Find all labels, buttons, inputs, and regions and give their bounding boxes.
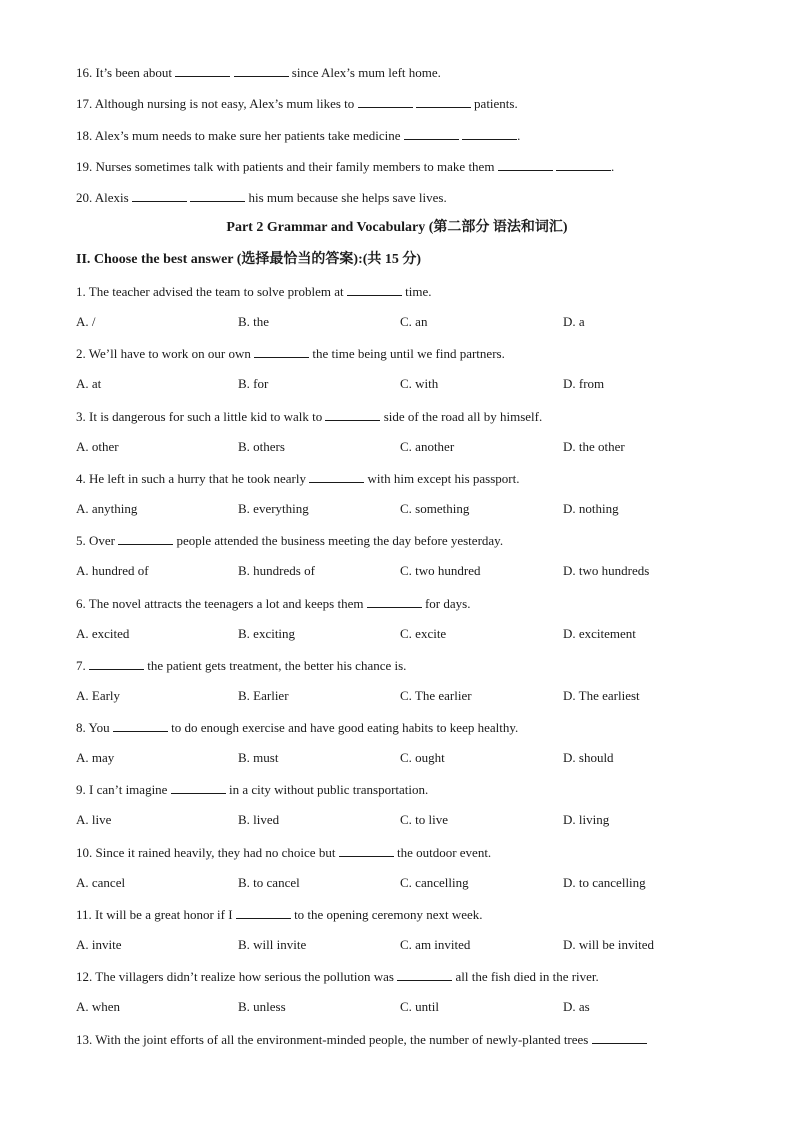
option-a[interactable]: A. / bbox=[76, 314, 96, 329]
answer-blank[interactable] bbox=[254, 345, 309, 358]
option-c[interactable]: C. another bbox=[400, 438, 455, 454]
answer-blank[interactable] bbox=[171, 781, 226, 794]
answer-blank[interactable] bbox=[397, 968, 452, 981]
option-a[interactable]: A. anything bbox=[76, 500, 138, 516]
option-c[interactable]: C. cancelling bbox=[400, 874, 469, 890]
option-a[interactable]: A. live bbox=[76, 812, 112, 828]
question-12: 12. The villagers didn’t realize how serious the pollution was all the fish died in the river. bbox=[76, 969, 599, 985]
option-b[interactable]: B. others bbox=[238, 438, 285, 454]
option-c[interactable]: C. with bbox=[400, 376, 439, 392]
answer-blank[interactable] bbox=[113, 719, 168, 732]
option-b[interactable]: B. lived bbox=[238, 812, 280, 828]
section-2-title: II. Choose the best answer (选择最恰当的答案):(共 15 分) bbox=[76, 252, 422, 267]
answer-blank[interactable] bbox=[234, 64, 289, 77]
question-10: 10. Since it rained heavily, they had no choice but the outdoor event. bbox=[76, 844, 492, 860]
option-d[interactable]: D. excitement bbox=[563, 625, 636, 641]
question-19: 19. Nurses sometimes talk with patients and their family members to make them . bbox=[76, 159, 615, 174]
question-8: 8. You to do enough exercise and have good eating habits to keep healthy. bbox=[76, 720, 519, 736]
answer-blank[interactable] bbox=[89, 657, 144, 670]
option-d[interactable]: D. a bbox=[563, 314, 585, 329]
answer-blank[interactable] bbox=[339, 844, 394, 857]
option-d[interactable]: D. from bbox=[563, 376, 605, 392]
answer-blank[interactable] bbox=[236, 906, 291, 919]
question-16: 16. It’s been about since Alex’s mum left home. bbox=[76, 65, 441, 80]
answer-blank[interactable] bbox=[462, 127, 517, 140]
answer-blank[interactable] bbox=[556, 158, 611, 171]
option-c[interactable]: C. excite bbox=[400, 625, 447, 641]
question-1: 1. The teacher advised the team to solve problem at time. bbox=[76, 284, 432, 299]
option-b[interactable]: B. to cancel bbox=[238, 874, 300, 890]
option-b[interactable]: B. for bbox=[238, 376, 269, 392]
answer-blank[interactable] bbox=[347, 283, 402, 296]
answer-blank[interactable] bbox=[498, 158, 553, 171]
answer-blank[interactable] bbox=[325, 408, 380, 421]
option-a[interactable]: A. when bbox=[76, 999, 121, 1015]
answer-blank[interactable] bbox=[404, 127, 459, 140]
option-d[interactable]: D. to cancelling bbox=[563, 874, 646, 890]
answer-blank[interactable] bbox=[367, 595, 422, 608]
question-11: 11. It will be a great honor if I to the opening ceremony next week. bbox=[76, 907, 483, 922]
option-a[interactable]: A. Early bbox=[76, 687, 121, 703]
question-20: 20. Alexis his mum because she helps save lives. bbox=[76, 190, 447, 205]
option-d[interactable]: D. as bbox=[563, 999, 590, 1015]
question-2: 2. We’ll have to work on our own the time being until we find partners. bbox=[76, 346, 505, 362]
question-5: 5. Over people attended the business meeting the day before yesterday. bbox=[76, 533, 504, 549]
option-d[interactable]: D. The earliest bbox=[563, 687, 640, 703]
option-a[interactable]: A. hundred of bbox=[76, 563, 149, 579]
option-c[interactable]: C. am invited bbox=[400, 937, 471, 952]
option-b[interactable]: B. must bbox=[238, 750, 279, 766]
option-a[interactable]: A. cancel bbox=[76, 874, 126, 890]
option-d[interactable]: D. living bbox=[563, 812, 610, 828]
question-4: 4. He left in such a hurry that he took nearly with him except his passport. bbox=[76, 470, 520, 486]
option-b[interactable]: B. will invite bbox=[238, 937, 307, 952]
option-b[interactable]: B. unless bbox=[238, 999, 286, 1015]
option-c[interactable]: C. something bbox=[400, 500, 470, 516]
option-a[interactable]: A. excited bbox=[76, 625, 130, 641]
option-d[interactable]: D. should bbox=[563, 750, 614, 766]
option-b[interactable]: B. everything bbox=[238, 500, 309, 516]
question-6: 6. The novel attracts the teenagers a lot and keeps them for days. bbox=[76, 595, 471, 611]
answer-blank[interactable] bbox=[190, 189, 245, 202]
option-b[interactable]: B. hundreds of bbox=[238, 563, 315, 579]
option-c[interactable]: C. two hundred bbox=[400, 563, 481, 579]
answer-blank[interactable] bbox=[592, 1031, 647, 1044]
question-9: 9. I can’t imagine in a city without public transportation. bbox=[76, 782, 429, 798]
option-b[interactable]: B. Earlier bbox=[238, 687, 289, 703]
answer-blank[interactable] bbox=[309, 470, 364, 483]
answer-blank[interactable] bbox=[132, 189, 187, 202]
option-b[interactable]: B. the bbox=[238, 314, 270, 329]
answer-blank[interactable] bbox=[416, 95, 471, 108]
question-18: 18. Alex’s mum needs to make sure her patients take medicine . bbox=[76, 128, 521, 143]
option-c[interactable]: C. until bbox=[400, 999, 440, 1015]
option-c[interactable]: C. to live bbox=[400, 812, 449, 828]
answer-blank[interactable] bbox=[175, 64, 230, 77]
option-b[interactable]: B. exciting bbox=[238, 625, 296, 641]
answer-blank[interactable] bbox=[118, 532, 173, 545]
question-17: 17. Although nursing is not easy, Alex’s mum likes to patients. bbox=[76, 96, 518, 111]
option-a[interactable]: A. other bbox=[76, 438, 119, 454]
option-d[interactable]: D. will be invited bbox=[563, 937, 654, 952]
option-a[interactable]: A. at bbox=[76, 376, 102, 392]
option-c[interactable]: C. The earlier bbox=[400, 687, 472, 703]
answer-blank[interactable] bbox=[358, 95, 413, 108]
option-c[interactable]: C. ought bbox=[400, 750, 445, 766]
option-d[interactable]: D. the other bbox=[563, 438, 625, 454]
question-3: 3. It is dangerous for such a little kid to walk to side of the road all by himself. bbox=[76, 408, 543, 424]
option-c[interactable]: C. an bbox=[400, 314, 428, 329]
option-d[interactable]: D. nothing bbox=[563, 500, 619, 516]
option-d[interactable]: D. two hundreds bbox=[563, 563, 650, 579]
question-13: 13. With the joint efforts of all the environment-minded people, the number of newly-planted trees bbox=[76, 1031, 724, 1048]
question-7: 7. the patient gets treatment, the better his chance is. bbox=[76, 657, 407, 673]
option-a[interactable]: A. invite bbox=[76, 937, 122, 952]
option-a[interactable]: A. may bbox=[76, 750, 115, 766]
part-2-title: Part 2 Grammar and Vocabulary (第二部分 语法和词汇) bbox=[226, 220, 568, 235]
